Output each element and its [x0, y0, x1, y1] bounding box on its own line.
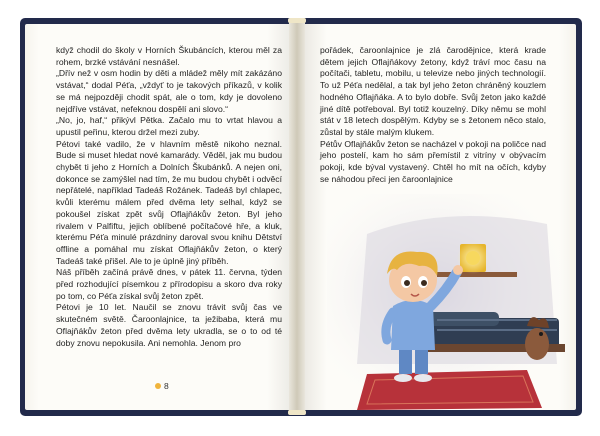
- headband-bottom: [288, 410, 306, 415]
- paragraph: Pétovi je 10 let. Naučil se znovu trávit svůj čas ve skutečném světě. Čaroonlajnice, ta ježibaba, která mu Oflajňákův žeton před dvěma lety ukradla, se o to od té doby znovu nepokusila. Ani nemohla. Jenom pro: [56, 302, 282, 348]
- paragraph: Pétovi také vadilo, že v hlavním městě nikoho neznal. Bude si muset hledat nové kamarády. Věděl, jak mu budou chybět ti jeho z Horních a Dolních Škubánků. A nejen oni, dokonce se zamýšlel nad tím, že mu budou chybět i odvěcí nepřátelé, například Tadeáš Rožánek. Tadeáš byl chlapec, kvůli kterému málem před dvěma lety selhal, když se pokoušel získat zpět svůj Oflajňákův žeton. Byl jeho rivalem v Palfiftu, jejich oblíbené počítačové hře, a kluk, kterému Péťa minulé prázdniny daroval svou knihu Dětství offline a pomáhal mu získat Oflajňákův žeton, o který Tadeáš také přišel. Ale to je úplně jiný příběh.: [56, 138, 282, 266]
- paragraph: pořádek, čaroonlajnice je zlá čarodějnice, která krade dětem jejich Oflajňákovy žetony, když tráví moc času na počítači, tabletu, mobilu, u televize nebo jiných technologií. To už Péťa nedělal, a tak byl jeho žeton chráněný kouzlem hodného Oflajňáka. A to bylo dobře. Svůj žeton jako každé jiné dítě potřeboval. Byl totiž kouzelný. Díky němu se mohl stát v 18 letech dospělým. Kdyby se s žetonem něco stalo, zůstal by stále malým klukem.: [320, 45, 546, 137]
- left-page: [25, 24, 297, 410]
- paragraph: „Dřív než v osm hodin by děti a mládež měly mít zakázáno vstávat,“ dodal Péťa, „vždyť to je takových příkazů, v kolik se má nejpozději chodit spát, ale o tom, kdy je dovoleno nejdříve vstávat, nefeknou dospělí ani slovo.“: [56, 68, 282, 114]
- page-number-label: 8: [164, 381, 169, 391]
- page-number-dot-icon: [155, 383, 161, 389]
- paragraph: Pétův Oflajňákův žeton se nacházel v pokoji na poličce nad jeho postelí, kam ho sám přemístil z vitríny v obývacím pokoji, kde býval vystavený. Chtěl ho mít na očích, kdyby se náhodou přeci jen čaroonlajnice: [320, 138, 546, 184]
- book-gutter: [289, 20, 305, 414]
- headband-top: [288, 18, 306, 23]
- paragraph: když chodil do školy v Horních Škubáncích, kterou měl za rohem, brzké vstávání nesnášel.: [56, 45, 282, 67]
- page-number: [155, 381, 169, 391]
- right-page: [297, 24, 576, 410]
- boy-bedroom-illustration: [327, 194, 567, 410]
- right-page-text: [320, 45, 546, 185]
- paragraph: „No, jo, haf,“ přikývl Pětka. Začalo mu to vrtat hlavou a upustil peřinu, kterou držel mezi zuby.: [56, 115, 282, 137]
- dog: [525, 328, 549, 360]
- left-page-text: [56, 45, 282, 349]
- paragraph: Náš příběh začíná právě dnes, v pátek 11. června, týden před rozhodující písemkou z přírodopisu a skoro dva roky po tom, co Péťa získal svůj žeton zpět.: [56, 267, 282, 301]
